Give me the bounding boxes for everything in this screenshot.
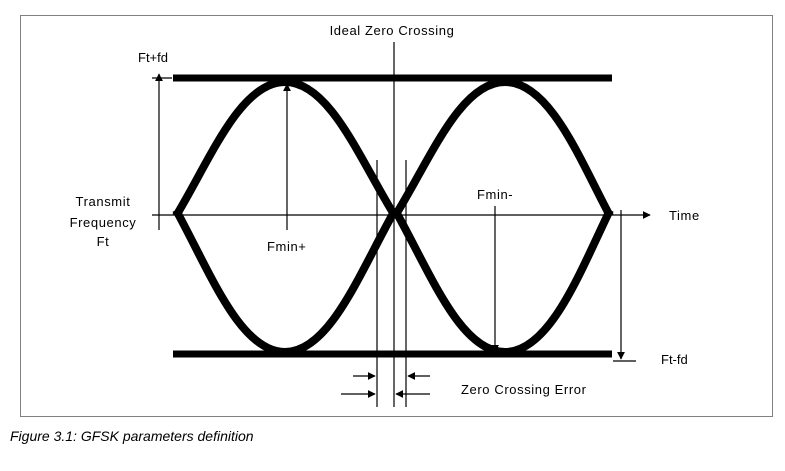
- eye-pattern: [176, 82, 610, 352]
- ft-minus-fd-label: Ft-fd: [661, 352, 688, 367]
- ft-label: Ft: [96, 234, 110, 249]
- eye-curve-left-lower: [176, 210, 395, 352]
- frequency-label: Frequency: [69, 215, 137, 230]
- fmin-minus-label: Fmin-: [477, 187, 514, 202]
- figure-caption: Figure 3.1: GFSK parameters definition: [10, 428, 254, 444]
- transmit-label: Transmit: [75, 194, 131, 209]
- time-label: Time: [669, 208, 700, 223]
- eye-curve-left-upper: [176, 82, 395, 216]
- zero-crossing-error-label: Zero Crossing Error: [461, 382, 587, 397]
- ft-plus-fd-label: Ft+fd: [138, 50, 168, 65]
- eye-curve-right-lower: [395, 210, 610, 352]
- fmin-plus-label: Fmin+: [267, 239, 307, 254]
- ideal-zero-crossing-label: Ideal Zero Crossing: [329, 23, 455, 38]
